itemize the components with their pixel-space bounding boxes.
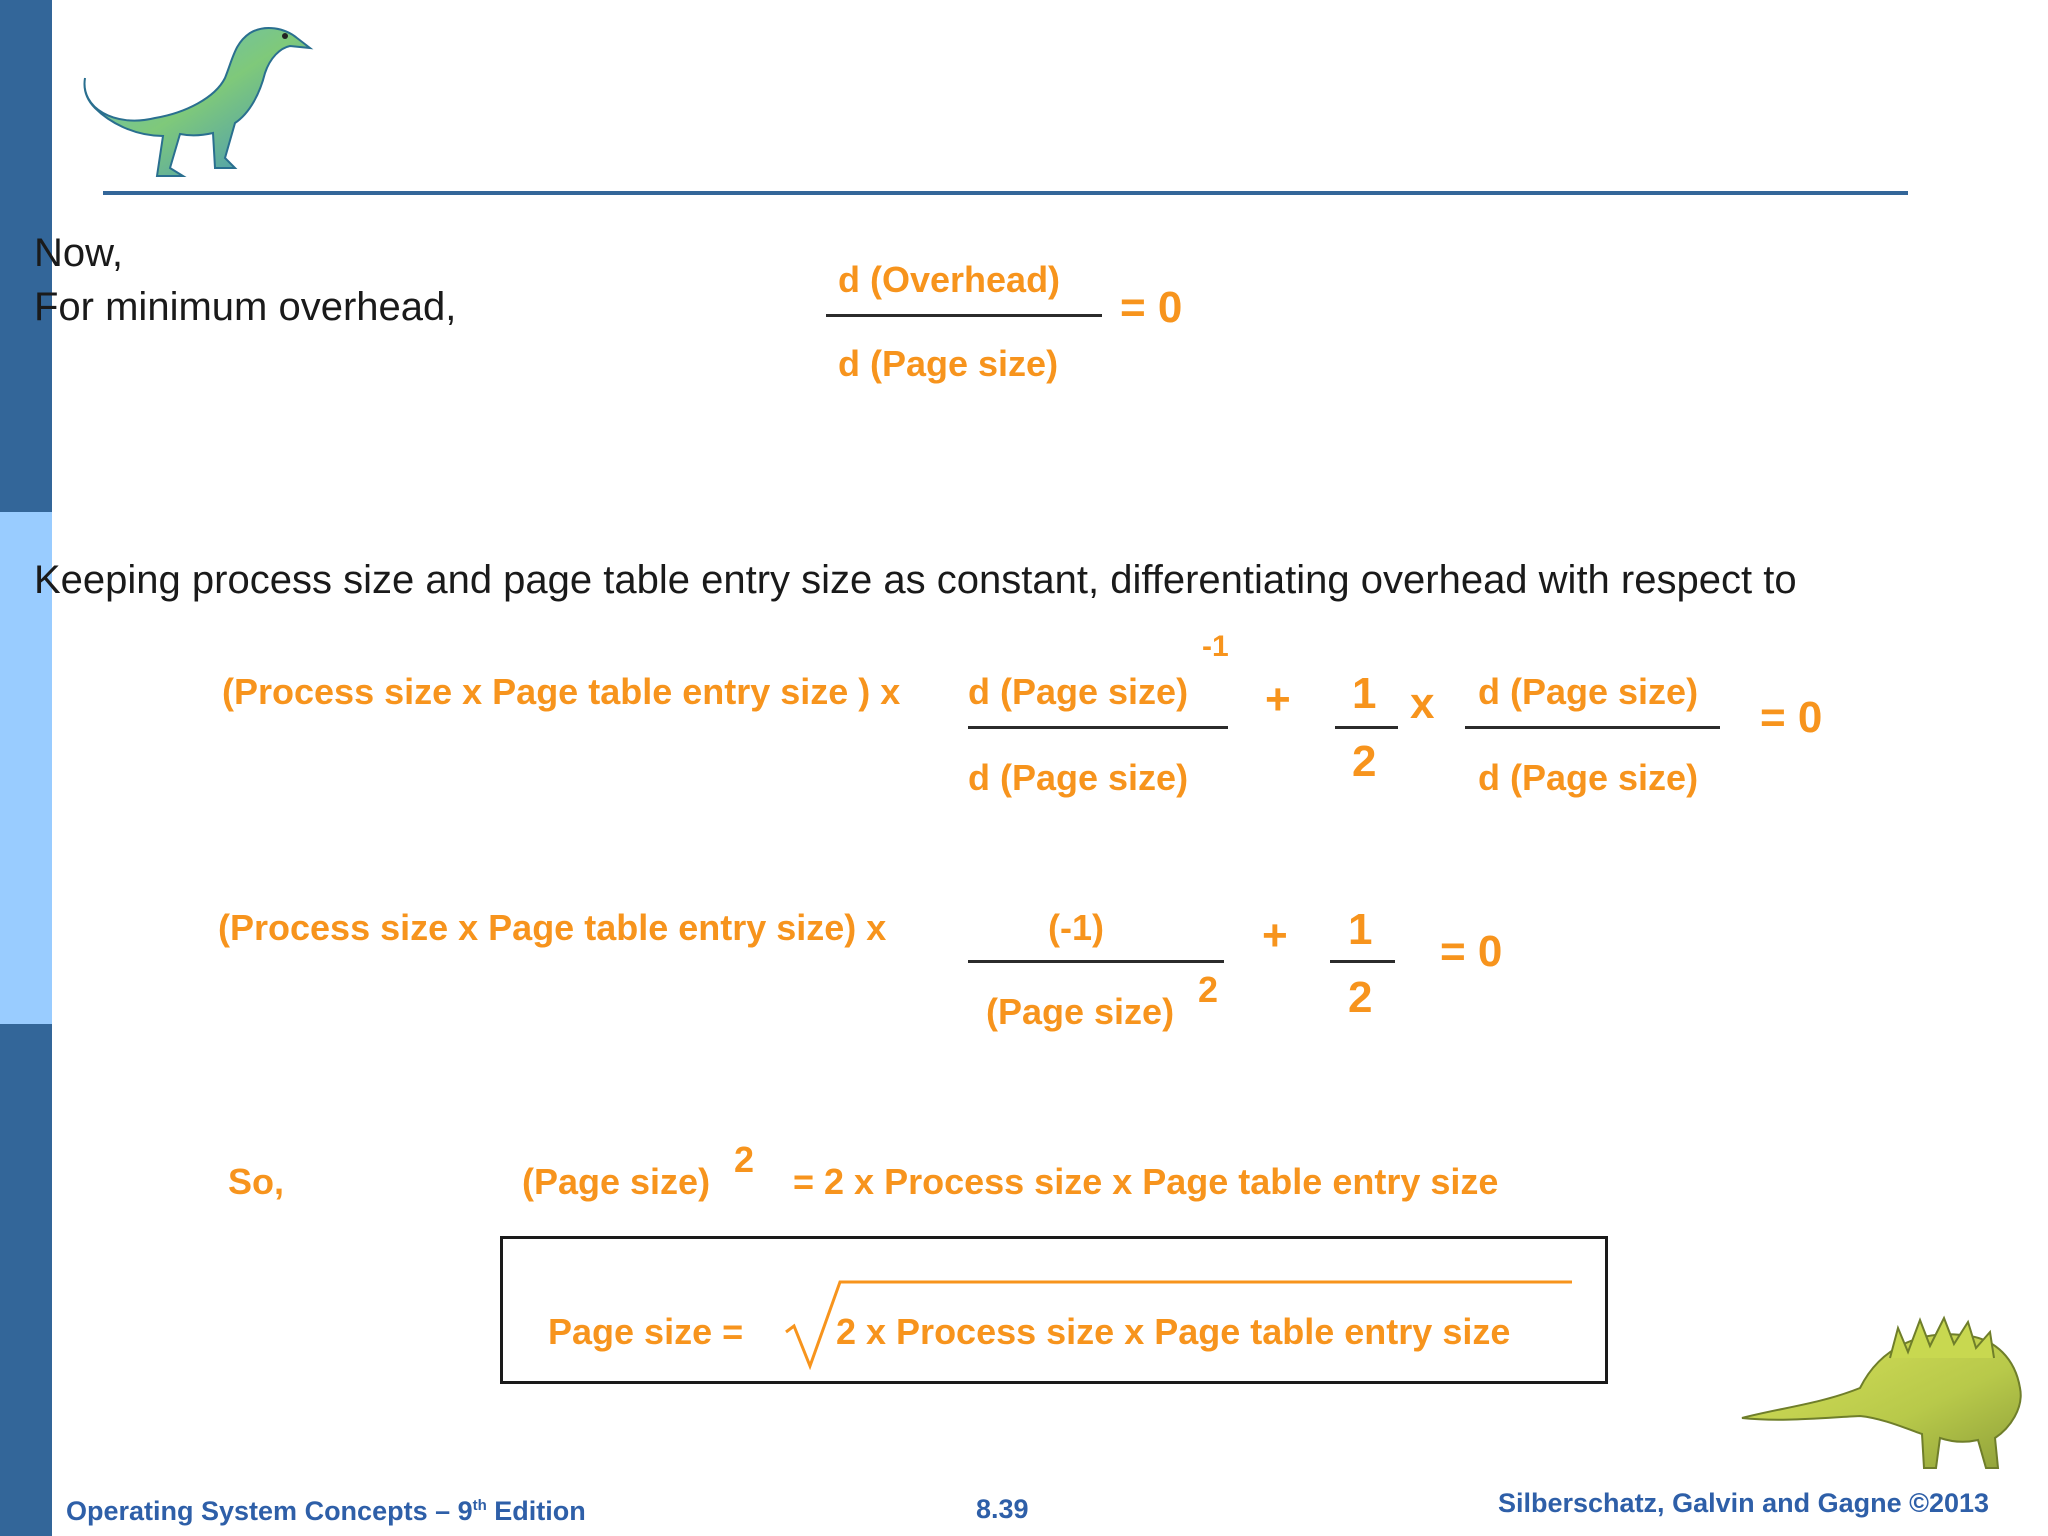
box-radicand: 2 x Process size x Page table entry size [836,1311,1511,1352]
eq1-denominator: d (Page size) [838,343,1059,384]
footer-left [66,1498,586,1525]
stegosaurus-icon [1740,1308,2030,1478]
eq2-times: x [1410,679,1435,728]
text-minimum-overhead: For minimum overhead, [34,285,457,329]
eq4-rhs: = 2 x Process size x Page table entry size [793,1161,1499,1202]
eq4-lhs-exponent: 2 [734,1139,755,1180]
eq2-frac2-bar [1465,726,1720,729]
eq2-frac2-denominator: d (Page size) [1478,757,1699,798]
eq3-rhs: = 0 [1440,927,1503,976]
eq1-fraction-bar [826,314,1102,317]
eq3-half-bar [1330,960,1395,963]
box-lhs: Page size = [548,1311,744,1352]
footer-authors: Silberschatz, Galvin and Gagne ©2013 [1498,1488,1990,1518]
footer-title: Operating System Concepts – 9 [66,1496,473,1526]
eq2-rhs: = 0 [1760,693,1823,742]
title-rule [103,191,1908,195]
text-keeping-constant: Keeping process size and page table entry size as constant, differentiating overhead with respect to [34,558,1797,602]
eq1-rhs: = 0 [1120,283,1183,332]
eq1-numerator: d (Overhead) [838,259,1061,300]
eq2-frac2-numerator: d (Page size) [1478,671,1699,712]
dinosaur-logo-icon [75,18,315,188]
eq3-half-numerator: 1 [1348,905,1373,954]
eq3-plus: + [1262,911,1288,960]
text-now: Now, [34,231,123,275]
eq2-prefix: (Process size x Page table entry size ) x [222,671,901,712]
eq3-fraction-bar [968,960,1224,963]
eq2-plus: + [1265,675,1291,724]
eq2-frac1-denominator: d (Page size) [968,757,1189,798]
eq2-frac1-numerator: d (Page size) [968,671,1189,712]
eq3-denominator: (Page size) [986,991,1175,1032]
eq2-exponent: -1 [1202,630,1229,663]
eq2-half-numerator: 1 [1352,669,1377,718]
eq4-so: So, [228,1161,285,1202]
left-bar-bottom [0,1024,52,1536]
eq2-half-bar [1335,726,1398,729]
eq4-lhs: (Page size) [522,1161,711,1202]
eq3-numerator: (-1) [1048,907,1104,948]
eq3-den-exponent: 2 [1198,969,1219,1010]
eq2-half-denominator: 2 [1352,737,1377,786]
eq3-half-denominator: 2 [1348,973,1373,1022]
footer-edition: Edition [486,1496,586,1526]
eq3-prefix: (Process size x Page table entry size) x [218,907,887,948]
page-number: 8.39 [976,1494,1029,1524]
eq2-frac1-bar [968,726,1228,729]
footer-edition-sup: th [472,1497,487,1514]
